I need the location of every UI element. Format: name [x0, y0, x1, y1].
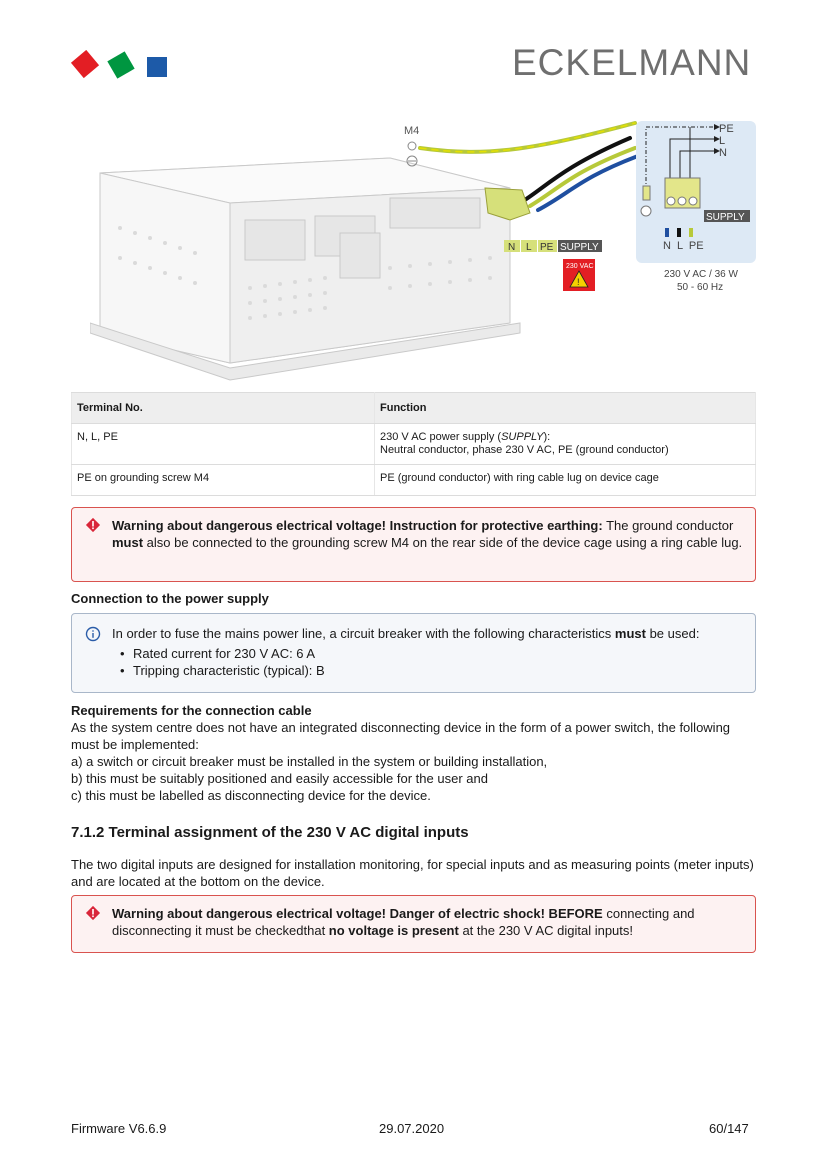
spec-line-1: 230 V AC / 36 W: [664, 269, 738, 280]
terminal-table: [71, 392, 756, 496]
hazard-label: 230 VAC: [566, 263, 594, 270]
schematic-pe: PE: [719, 123, 734, 135]
strip-n: N: [508, 242, 516, 253]
brand-name: ECKELMANN: [512, 42, 752, 83]
device-connection-figure: [90, 118, 770, 386]
requirements-text: As the system centre does not have an integrated disconnecting device in the form of a power switch, the following must be implemented: a) a switch or circuit breaker must be installed in the system or building installation, b) this must be suitably positioned and easily accessible for the user and c) this must be labelled as disconnecting device for the device.: [71, 720, 731, 803]
info-box-circuit-breaker: In order to fuse the mains power line, a circuit breaker with the following characteristics must be used: • Rated current for 230 V AC: 6 A • Tripping characteristic (typical): B: [71, 613, 756, 693]
spec-line-2: 50 - 60 Hz: [677, 282, 724, 293]
schematic-n: N: [719, 147, 727, 159]
cell-terminal: N, L, PE: [72, 424, 375, 465]
requirements-heading: Requirements for the connection cable: [71, 703, 312, 718]
wire-color-blue: [665, 228, 669, 237]
logo-green-diamond: [107, 51, 134, 78]
warning-diamond-icon: [85, 517, 101, 533]
warning-box-shock: Warning about dangerous electrical voltage! Danger of electric shock! BEFORE connecting and disconnecting it must be checkedthat no voltage is present at the 230 V AC digital inputs!: [71, 895, 756, 953]
list-item: • Rated current for 230 V AC: 6 A: [120, 645, 743, 662]
table-row: [72, 424, 756, 465]
terminal-strip-label: [504, 240, 602, 253]
info-bullet-list: [112, 645, 743, 679]
m4-label: M4: [404, 125, 420, 137]
cell-terminal: PE on grounding screw M4: [72, 465, 375, 496]
list-item: • Tripping characteristic (typical): B: [120, 662, 743, 679]
header-function: Function: [375, 393, 756, 424]
schematic-l: L: [719, 135, 726, 147]
schematic-ground-lug: [643, 186, 650, 200]
section-title: 7.1.2 Terminal assignment of the 230 V AC digital inputs: [71, 824, 469, 841]
wire-color-yellow-green: [689, 228, 693, 237]
strip-pe: PE: [540, 242, 554, 253]
info-icon: [85, 626, 101, 642]
power-supply-heading: Connection to the power supply: [71, 591, 269, 606]
table-row: [72, 465, 756, 496]
device-illustration: [90, 158, 520, 380]
table-header-row: [72, 393, 756, 424]
schematic-nlpe: N L PE: [663, 240, 704, 252]
company-logo: [71, 50, 171, 80]
footer-page-number: 60/147: [709, 1121, 749, 1136]
cell-function: PE (ground conductor) with ring cable lug on device cage: [375, 465, 756, 496]
logo-red-diamond: [71, 50, 99, 78]
footer-firmware: Firmware V6.6.9: [71, 1121, 167, 1136]
m4-screw-icon: [408, 142, 416, 150]
strip-l: L: [526, 242, 532, 253]
schematic-supply: SUPPLY: [706, 212, 745, 223]
warning-box-earthing: Warning about dangerous electrical voltage! Instruction for protective earthing: The ground conductor must also be connected to the grounding screw M4 on the rear side of the device cage using a ring cable lug.: [71, 507, 756, 582]
svg-text:!: !: [577, 277, 580, 287]
cell-function: 230 V AC power supply (SUPPLY): Neutral conductor, phase 230 V AC, PE (ground conductor): [375, 424, 756, 465]
logo-blue-square: [147, 57, 167, 77]
strip-supply: SUPPLY: [560, 242, 599, 253]
hazard-warning-icon: [563, 259, 595, 291]
wire-color-black: [677, 228, 681, 237]
warning-diamond-icon: [85, 905, 101, 921]
footer-date: 29.07.2020: [379, 1121, 445, 1136]
schematic-ground-screw-icon: [641, 206, 651, 216]
section-paragraph: The two digital inputs are designed for installation monitoring, for special inputs and as measuring points (meter inputs) and are located at the bottom on the device.: [71, 857, 754, 889]
header-terminal-no: Terminal No.: [72, 393, 375, 424]
